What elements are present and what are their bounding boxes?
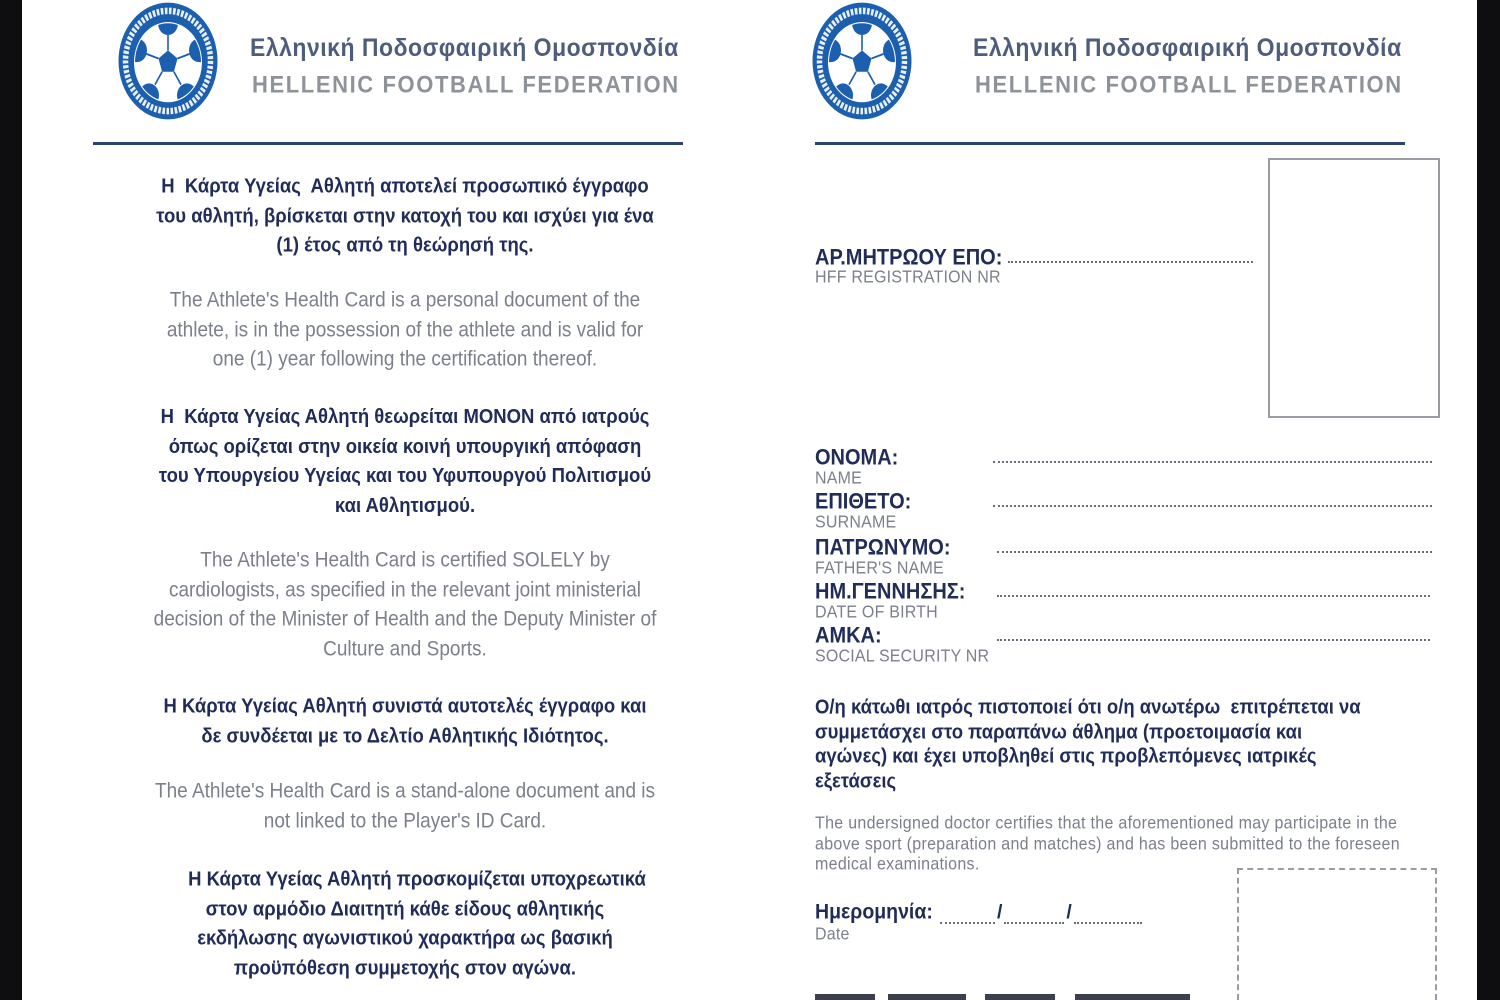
date-row: [815, 900, 1215, 946]
hff-logo-icon: [118, 2, 218, 120]
field-sublabel: SOCIAL SECURITY NR: [815, 647, 990, 666]
notice-line: (1) έτος από τη θεώρησή της.: [276, 232, 534, 257]
notice-line: δε συνδέεται με το Δελτίο Αθλητικής Ιδιότητος.: [201, 723, 609, 747]
date-sublabel: Date: [815, 925, 850, 944]
notice-validity-greek: [55, 171, 755, 260]
notice-line: athlete, is in the possession of the athlete and is valid for: [166, 318, 644, 342]
date-separator: /: [1066, 901, 1072, 923]
certification-line: αγώνες) και έχει υποβληθεί στις προβλεπόμενες ιατρικές: [815, 744, 1317, 768]
notice-line: και Αθλητισμού.: [334, 492, 476, 516]
notice-standalone-english: [55, 777, 755, 836]
field-row-surname: [815, 490, 1445, 534]
notice-line: not linked to the Player's ID Card.: [263, 809, 547, 833]
federation-title-greek: Ελληνική Ποδοσφαιρική Ομοσπονδία: [250, 32, 679, 62]
certification-line: συμμετάσχει στο παραπάνω άθλημα (προετοιμασία και: [815, 719, 1303, 743]
header-divider: [815, 142, 1405, 145]
stamp-placeholder-box: [1237, 868, 1437, 1000]
field-row-fathers-name: [815, 536, 1445, 580]
field-label: ΗΜ.ΓΕΝΝΗΣΗΣ:: [815, 579, 966, 605]
notice-line: του Υπουργείου Υγείας και του Υφυπουργού Πολιτισμού: [158, 462, 652, 487]
date-year-field[interactable]: [1074, 904, 1142, 924]
name-field[interactable]: [993, 461, 1432, 463]
federation-title-english: HELLENIC FOOTBALL FEDERATION: [252, 70, 680, 98]
cutoff-text-fragment: [888, 994, 966, 1000]
date-month-field[interactable]: [1004, 904, 1064, 924]
notice-line: decision of the Minister of Health and the Deputy Minister of: [153, 607, 657, 632]
field-sublabel: DATE OF BIRTH: [815, 603, 938, 622]
notice-line: προϋπόθεση συμμετοχής στον αγώνα.: [233, 955, 577, 979]
date-separator: /: [997, 901, 1003, 923]
federation-title-english: HELLENIC FOOTBALL FEDERATION: [975, 70, 1403, 98]
field-sublabel: FATHER'S NAME: [815, 559, 944, 578]
certification-line: εξετάσεις: [815, 768, 897, 793]
certification-line: The undersigned doctor certifies that the aforementioned may participate in the: [815, 813, 1398, 833]
field-label: ΟΝΟΜΑ:: [815, 445, 899, 471]
notice-line: όπως ορίζεται στην οικεία κοινή υπουργική απόφαση: [168, 433, 642, 457]
doctor-certification-greek: [815, 695, 1455, 794]
surname-field[interactable]: [993, 505, 1432, 507]
notice-referee-greek: [55, 864, 755, 982]
notice-validity-english: [55, 286, 755, 375]
field-sublabel: NAME: [815, 469, 863, 488]
cutoff-text-fragment: [985, 994, 1055, 1000]
notice-line: The Athlete's Health Card is a stand-alone document and is: [154, 779, 656, 804]
field-sublabel: SURNAME: [815, 513, 897, 532]
notice-line: εκδήλωσης αγωνιστικού χαρακτήρα ως βασική: [197, 925, 613, 950]
certification-line: medical examinations.: [815, 854, 980, 874]
field-row-name: [815, 446, 1445, 490]
certification-line: Ο/η κάτωθι ιατρός πιστοποιεί ότι ο/η ανωτέρω επιτρέπεται να: [815, 694, 1361, 719]
notice-line: Η Κάρτα Υγείας Αθλητή προσκομίζεται υποχρεωτικά: [188, 866, 646, 891]
notice-certification-english: [55, 546, 755, 664]
notice-certification-greek: [55, 401, 755, 519]
registration-row: [815, 246, 1445, 290]
scan-edge-left: [0, 0, 22, 1000]
cutoff-text-fragment: [815, 994, 875, 1000]
field-row-date-of-birth: [815, 580, 1445, 624]
date-day-field[interactable]: [940, 904, 995, 924]
notice-line: Η Κάρτα Υγείας Αθλητή θεωρείται ΜΟΝΟΝ από ιατρούς: [160, 403, 650, 428]
date-label: Ημερομηνία:: [815, 899, 933, 925]
date-of-birth-field[interactable]: [997, 595, 1430, 597]
social-security-field[interactable]: [997, 639, 1430, 641]
header-divider: [93, 142, 683, 145]
fathers-name-field[interactable]: [997, 551, 1432, 553]
notice-line: στον αρμόδιο Διαιτητή κάθε είδους αθλητικής: [205, 896, 605, 920]
date-field: [940, 900, 1142, 924]
doctor-certification-english: [815, 814, 1455, 876]
field-row-social-security: [815, 624, 1445, 668]
notice-line: Η Κάρτα Υγείας Αθλητή αποτελεί προσωπικό έγγραφο: [161, 173, 649, 198]
registration-number-field[interactable]: [1008, 261, 1253, 263]
registration-sublabel: HFF REGISTRATION NR: [815, 268, 1001, 287]
notice-line: The Athlete's Health Card is a personal document of the: [169, 288, 641, 313]
field-label: ΠΑΤΡΩΝΥΜΟ:: [815, 535, 951, 561]
hff-logo-icon: [812, 2, 912, 120]
notice-line: Η Κάρτα Υγείας Αθλητή συνιστά αυτοτελές έγγραφο και: [163, 693, 647, 718]
notice-line: one (1) year following the certification thereof.: [212, 347, 598, 372]
notice-line: cardiologists, as specified in the relevant joint ministerial: [168, 578, 642, 602]
certification-line: above sport (preparation and matches) and has been submitted to the foreseen: [815, 834, 1400, 854]
cutoff-text-fragment: [1075, 994, 1190, 1000]
federation-title-greek: Ελληνική Ποδοσφαιρική Ομοσπονδία: [973, 32, 1402, 62]
notice-line: του αθλητή, βρίσκεται στην κατοχή του και ισχύει για ένα: [156, 203, 654, 227]
scan-edge-right: [1477, 0, 1500, 1000]
notice-standalone-greek: [55, 691, 755, 750]
field-label: ΕΠΙΘΕΤΟ:: [815, 489, 912, 515]
notice-line: Culture and Sports.: [323, 637, 487, 661]
notice-line: The Athlete's Health Card is certified SOLELY by: [200, 548, 610, 573]
registration-label: ΑΡ.ΜΗΤΡΩΟΥ ΕΠΟ:: [815, 245, 1003, 271]
field-label: ΑΜΚΑ:: [815, 623, 882, 649]
